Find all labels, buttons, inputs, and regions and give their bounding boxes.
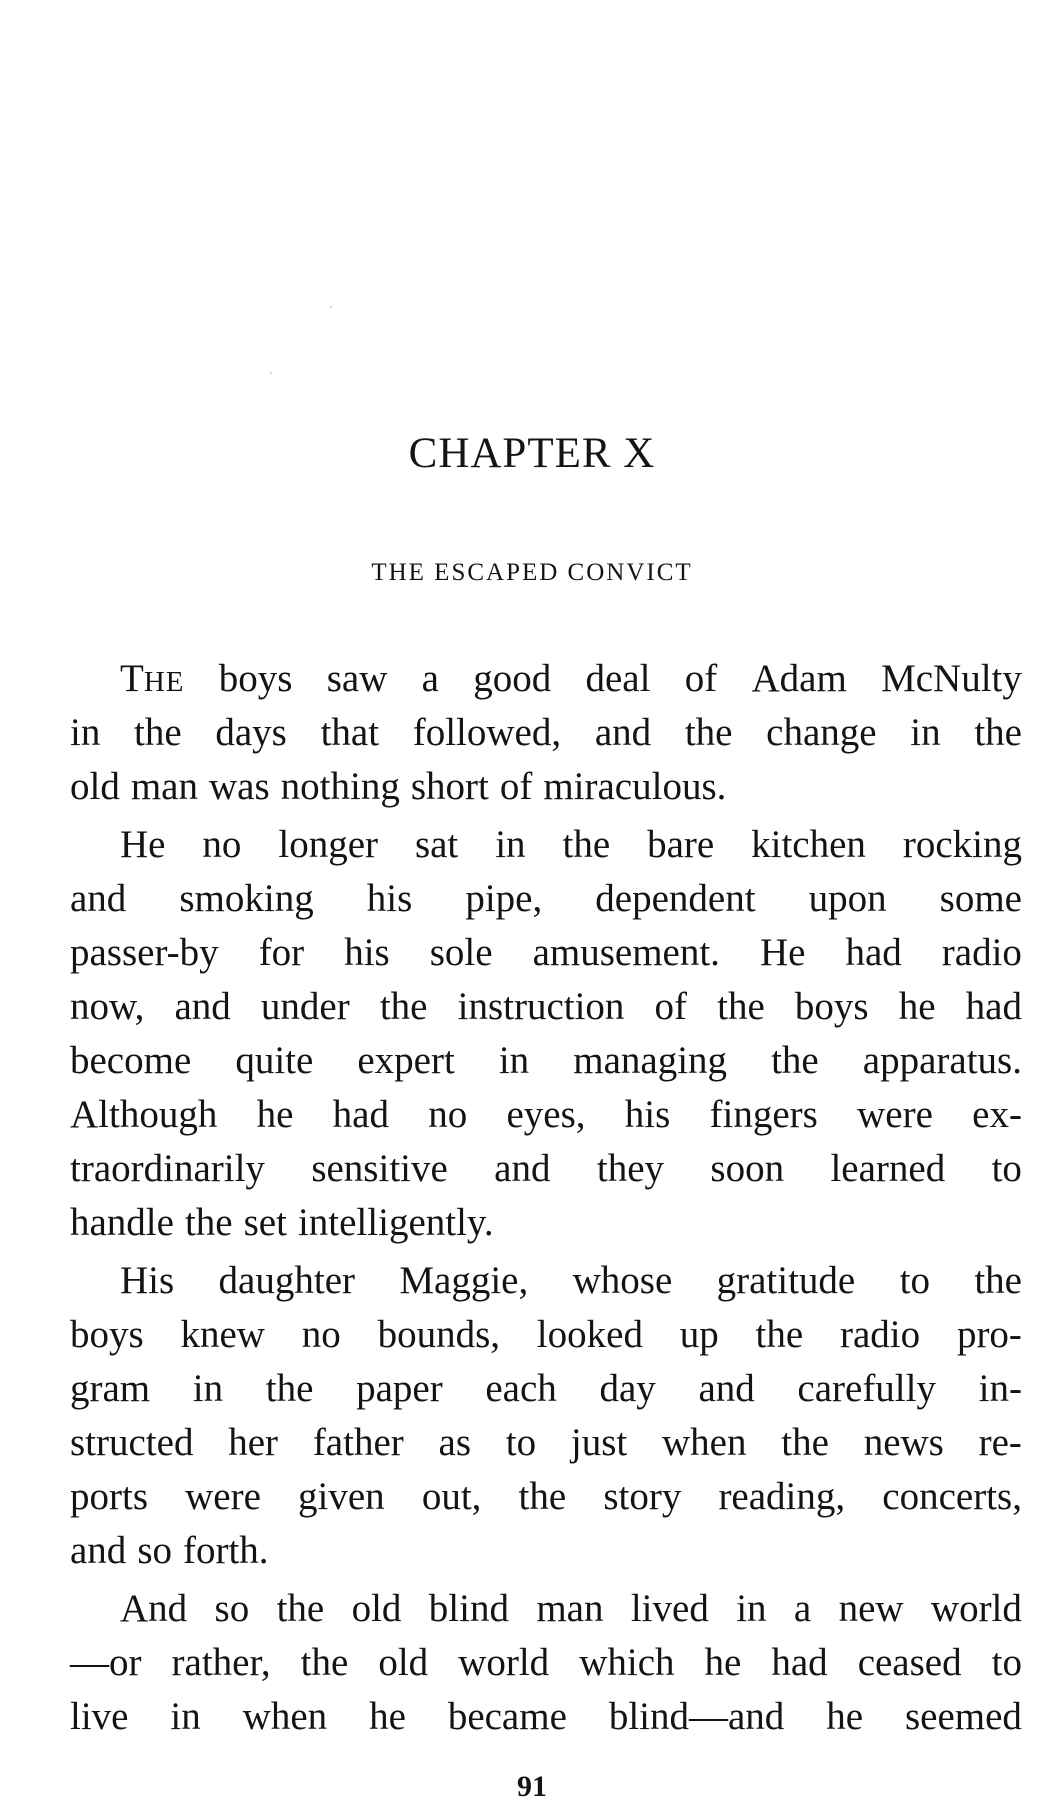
chapter-title: CHAPTER X	[408, 430, 656, 477]
paragraph	[70, 1254, 1022, 1578]
word: world	[930, 1587, 1022, 1630]
text-line	[70, 818, 1022, 872]
word: a	[421, 657, 439, 700]
word: longer	[278, 823, 378, 866]
word: intelligently.	[297, 1201, 494, 1244]
word: Although	[70, 1093, 218, 1136]
word: reading,	[718, 1475, 846, 1518]
word: and	[698, 1367, 755, 1410]
word: blind	[428, 1587, 509, 1630]
word: and	[174, 985, 231, 1028]
word: followed,	[412, 711, 562, 754]
word: bounds,	[377, 1313, 500, 1356]
text-line	[70, 1416, 1022, 1470]
word: become	[70, 1039, 192, 1082]
word: deal	[585, 657, 651, 700]
word: so	[137, 1529, 172, 1572]
word: ceased	[857, 1641, 962, 1684]
word: to	[505, 1421, 537, 1464]
word: amusement.	[532, 931, 720, 974]
word: kitchen	[751, 823, 866, 866]
word: now,	[70, 985, 145, 1028]
text-line	[70, 1690, 1022, 1744]
word: the	[379, 985, 428, 1028]
word: structed	[70, 1421, 194, 1464]
word: the	[684, 711, 733, 754]
word: old	[351, 1587, 402, 1630]
text-line	[70, 980, 1022, 1034]
word: pro-	[956, 1313, 1022, 1356]
word: of	[684, 657, 718, 700]
word: the	[518, 1475, 567, 1518]
word: which	[579, 1641, 675, 1684]
word: day	[599, 1367, 656, 1410]
word: had	[965, 985, 1022, 1028]
word: seemed	[904, 1695, 1022, 1738]
word: under	[260, 985, 350, 1028]
word: the	[276, 1587, 325, 1630]
word: when	[662, 1421, 747, 1464]
word: gram	[70, 1367, 151, 1410]
word: they	[596, 1147, 665, 1190]
word: concerts,	[882, 1475, 1022, 1518]
text-line	[70, 1308, 1022, 1362]
word: smoking	[179, 877, 314, 920]
word: for	[258, 931, 305, 974]
word: to	[899, 1259, 930, 1302]
paragraph	[70, 1582, 1022, 1744]
word: his	[624, 1093, 671, 1136]
word: quite	[235, 1039, 314, 1082]
text-line	[70, 1582, 1022, 1636]
text-line	[70, 652, 1022, 706]
word: the	[974, 711, 1022, 754]
word: had	[771, 1641, 828, 1684]
text-line	[70, 1088, 1022, 1142]
word: soon	[710, 1147, 785, 1190]
page-number: 91	[517, 1770, 547, 1803]
word: bare	[647, 823, 715, 866]
paper-speck	[270, 372, 272, 374]
word: in	[70, 711, 101, 754]
text-line	[70, 1524, 1022, 1578]
word: in	[736, 1587, 767, 1630]
word: were	[185, 1475, 261, 1518]
word: no	[202, 823, 242, 866]
word: live	[70, 1695, 129, 1738]
word: pipe,	[465, 877, 543, 920]
word: her	[228, 1421, 279, 1464]
word: his	[366, 877, 413, 920]
word: short	[410, 765, 489, 808]
word: his	[344, 931, 390, 974]
word: traordinarily	[70, 1147, 265, 1190]
word: so	[214, 1587, 250, 1630]
text-line	[70, 1034, 1022, 1088]
word: as	[438, 1421, 472, 1464]
word: the	[755, 1313, 804, 1356]
word: had	[845, 931, 902, 974]
word: of	[654, 985, 688, 1028]
word: upon	[808, 877, 887, 920]
word: instruction	[457, 985, 625, 1028]
word: He	[120, 823, 166, 866]
paper-speck	[330, 306, 332, 308]
text-line	[70, 872, 1022, 926]
word: handle	[70, 1201, 174, 1244]
text-line	[70, 1470, 1022, 1524]
word: saw	[326, 657, 388, 700]
word: whose	[572, 1259, 673, 1302]
word: man	[536, 1587, 604, 1630]
word: carefully	[797, 1367, 936, 1410]
word: story	[603, 1475, 682, 1518]
word: new	[838, 1587, 904, 1630]
word: radio	[941, 931, 1022, 974]
word: learned	[830, 1147, 946, 1190]
word: the	[771, 1039, 819, 1082]
small-caps-initial: T	[120, 657, 144, 700]
word: lived	[630, 1587, 709, 1630]
word: the	[781, 1421, 829, 1464]
word: he	[704, 1641, 742, 1684]
word: rocking	[902, 823, 1022, 866]
word: looked	[536, 1313, 643, 1356]
word: in	[495, 823, 526, 866]
word: forth.	[183, 1529, 269, 1572]
word: the	[134, 711, 182, 754]
text-line	[70, 760, 1022, 814]
word: world	[458, 1641, 550, 1684]
word: in	[170, 1695, 201, 1738]
word: sole	[429, 931, 493, 974]
word: and	[70, 877, 127, 920]
word: had	[332, 1093, 389, 1136]
word: miraculous.	[543, 765, 727, 808]
word: given	[298, 1475, 385, 1518]
word: that	[320, 711, 380, 754]
word: he	[826, 1695, 864, 1738]
word: news	[863, 1421, 944, 1464]
word: managing	[573, 1039, 728, 1082]
word: in	[910, 711, 941, 754]
word: father	[312, 1421, 404, 1464]
word: fingers	[709, 1093, 818, 1136]
word: —or	[70, 1641, 142, 1684]
word: the	[717, 985, 765, 1028]
word: each	[485, 1367, 557, 1410]
word: ex-	[972, 1093, 1022, 1136]
word: became	[447, 1695, 567, 1738]
small-caps-rest: HE	[143, 666, 185, 698]
word: a	[793, 1587, 812, 1630]
text-line	[70, 706, 1022, 760]
word: Maggie,	[399, 1259, 529, 1302]
word: no	[301, 1313, 341, 1356]
word: when	[242, 1695, 328, 1738]
word: he	[898, 985, 936, 1028]
word: And	[120, 1587, 188, 1630]
paragraph	[70, 818, 1022, 1250]
word: ports	[70, 1475, 148, 1518]
word: he	[256, 1093, 294, 1136]
word: passer-by	[70, 931, 219, 974]
word: set	[243, 1201, 287, 1244]
word: he	[369, 1695, 406, 1738]
text-line	[70, 1636, 1022, 1690]
word: in	[192, 1367, 224, 1410]
word: blind—and	[608, 1695, 785, 1738]
text-line	[70, 1142, 1022, 1196]
word: He	[759, 931, 806, 974]
word: re-	[978, 1421, 1022, 1464]
word: gratitude	[716, 1259, 856, 1302]
word: change	[766, 711, 877, 754]
word: boys	[794, 985, 869, 1028]
chapter-subtitle: THE ESCAPED CONVICT	[371, 559, 693, 586]
word: and	[70, 1529, 127, 1572]
word: just	[570, 1421, 628, 1464]
word: man	[130, 765, 198, 808]
word: dependent	[595, 877, 756, 920]
word: the	[184, 1201, 233, 1244]
word: some	[939, 877, 1022, 920]
word: days	[215, 711, 287, 754]
word: and	[594, 711, 652, 754]
word: the	[974, 1259, 1022, 1302]
body-text	[70, 652, 1022, 1748]
word: sat	[414, 823, 459, 866]
word: sensitive	[311, 1147, 448, 1190]
word: the	[300, 1641, 349, 1684]
word: good	[473, 657, 552, 700]
word: to	[991, 1147, 1022, 1190]
word: apparatus.	[862, 1039, 1022, 1082]
word: knew	[180, 1313, 265, 1356]
word: boys	[70, 1313, 144, 1356]
word: eyes,	[506, 1093, 586, 1136]
word: nothing	[280, 765, 400, 808]
paragraph	[70, 652, 1022, 814]
text-line	[70, 926, 1022, 980]
word: boys	[218, 657, 293, 700]
word: were	[857, 1093, 933, 1136]
word: the	[562, 823, 611, 866]
word	[120, 652, 185, 706]
word: expert	[357, 1039, 455, 1082]
word: out,	[421, 1475, 482, 1518]
word: the	[265, 1367, 314, 1410]
word: old	[378, 1641, 429, 1684]
text-line	[70, 1196, 1022, 1250]
word: no	[428, 1093, 468, 1136]
word: to	[991, 1641, 1022, 1684]
word: daughter	[218, 1259, 355, 1302]
word: was	[209, 765, 270, 808]
word: Adam	[751, 657, 847, 700]
word: in-	[978, 1367, 1022, 1410]
text-line	[70, 1254, 1022, 1308]
word: of	[499, 765, 533, 808]
word: up	[679, 1313, 719, 1356]
word: rather,	[171, 1641, 271, 1684]
word: McNulty	[881, 657, 1022, 700]
word: paper	[356, 1367, 443, 1410]
text-line	[70, 1362, 1022, 1416]
word: in	[498, 1039, 530, 1082]
word: old	[70, 765, 120, 808]
word: His	[120, 1259, 175, 1302]
word: radio	[840, 1313, 921, 1356]
word: and	[494, 1147, 551, 1190]
